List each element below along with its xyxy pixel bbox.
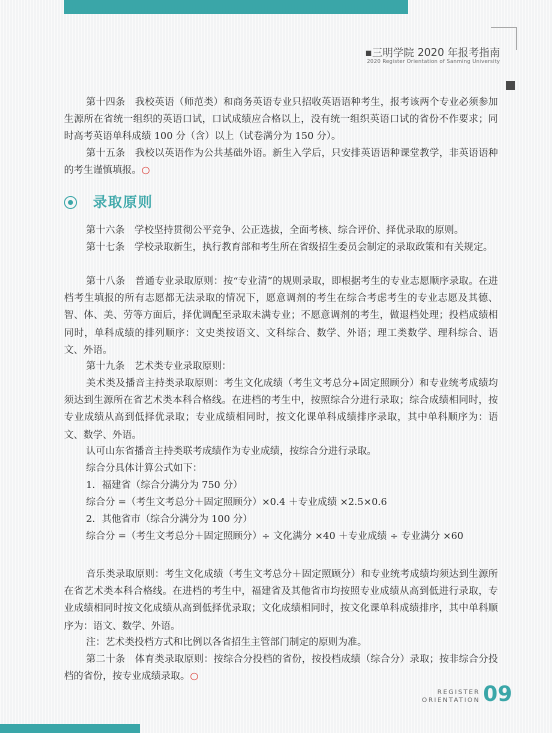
- article-14-text: 第十四条 我校英语（师范类）和商务英语专业只招收英语语种考生，报考该两个专业必须参加生源所在省统一组织的英语口试，口试成绩应合格以上，没有统一组织英语口试的省份不作要求；同时高考英语单科成绩 100 分（含）以上（试卷满分为 150 分）。: [64, 97, 498, 143]
- article-19: 第十九条 艺术类专业录取原则：: [86, 361, 232, 372]
- end-circle-mark: ○: [189, 671, 199, 683]
- art-admission-rule: 美术类及播音主持类录取原则：考生文化成绩（考生文考总分+固定照顾分）和专业统考成绩均须达到生源所在省艺术类本科合格线。在进档的考生中，按照综合分进行录取；综合成绩相同时，按专业成绩从高到低择优录取；专业成绩相同时，按文化课单科成绩排序录取，其中单科顺序为：语文、数学、外语。: [64, 378, 498, 441]
- section-heading: [64, 191, 153, 213]
- article-16: 第十六条 学校坚持贯彻公平竞争、公正选拔，全面考核、综合评价、择优录取的原则。: [86, 225, 464, 236]
- fujian-label: 1．福建省（综合分满分为 750 分）: [86, 480, 243, 491]
- article-20-text: 第二十条 体育类录取原则：按综合分投档的省份，按投档成绩（综合分）录取；按非综合分投档的省份，按专业成绩录取。: [64, 654, 498, 683]
- header-square-decoration: [506, 81, 515, 90]
- target-circle-icon: [64, 196, 77, 209]
- art-note: 注：艺术类投档方式和比例以各省招生主管部门制定的原则为准。: [86, 637, 367, 648]
- header-subtitle: 2020 Register Orientation of Sanming University: [366, 59, 500, 65]
- section-title: 录取原则: [93, 195, 153, 211]
- end-circle-mark: ○: [141, 165, 150, 177]
- formula-intro: 综合分具体计算公式如下：: [86, 463, 203, 474]
- article-18: 第十八条 普通专业录取原则：按“专业清”的规则录取，即根据考生的专业志愿顺序录取。在进档考生填报的所有志愿都无法录取的情况下，愿意调剂的考生在综合考虑考生的专业志愿及其德、智、体、美、劳等方面后，择优调配至录取未满专业；不愿意调剂的考生，做退档处理；投档成绩相同时，单科成绩的排列顺序：文史类按语文、文科综合、数学、外语；理工类数学、理科综合、语文、外语。: [64, 276, 498, 356]
- fujian-formula: 综合分 =（考生文考总分＋固定照顾分）×0.4 ＋专业成绩 ×2.5×0.6: [86, 497, 388, 508]
- music-admission-rule: 音乐类录取原则：考生文化成绩（考生文考总分＋固定照顾分）和专业统考成绩均须达到生源所在省艺术类本科合格线。在进档的考生中，福建省及其他省市均按照专业成绩从高到低进行录取，专业成绩相同时按文化成绩从高到低择优录取；文化成绩相同时，按文化课单科成绩排序，其中单科顺序为：语文、数学、外语。: [64, 569, 498, 632]
- other-provinces-formula: 综合分 =（考生文考总分＋固定照顾分）÷ 文化满分 ×40 ＋专业成绩 ÷ 专业满分 ×60: [86, 531, 464, 542]
- footer-label: [380, 688, 480, 704]
- article-14: [64, 94, 498, 146]
- footer-label-line2: ORIENTATION: [421, 696, 480, 704]
- article-17: 第十七条 学校录取新生，执行教育部和考生所在省级招生委员会制定的录取政策和有关规定。: [86, 242, 493, 253]
- article-20: [64, 651, 498, 685]
- article-15: [64, 145, 498, 179]
- top-accent-bar: [64, 0, 408, 14]
- article-15-text: 第十五条 我校以英语作为公共基础外语。新生入学后，只安排英语语种课堂教学，非英语语种的考生谨慎填报。: [64, 148, 498, 177]
- other-provinces-label: 2．其他省市（综合分满分为 100 分）: [86, 514, 253, 525]
- page-number: 09: [483, 682, 513, 706]
- footer-label-line1: REGISTER: [437, 688, 480, 696]
- bottom-accent-bar: [0, 724, 140, 733]
- shandong-rule: 认可山东省播音主持类联考成绩作为专业成绩，按综合分进行录取。: [86, 446, 377, 457]
- header-title: ▪三明学院 2020 年报考指南: [364, 47, 500, 59]
